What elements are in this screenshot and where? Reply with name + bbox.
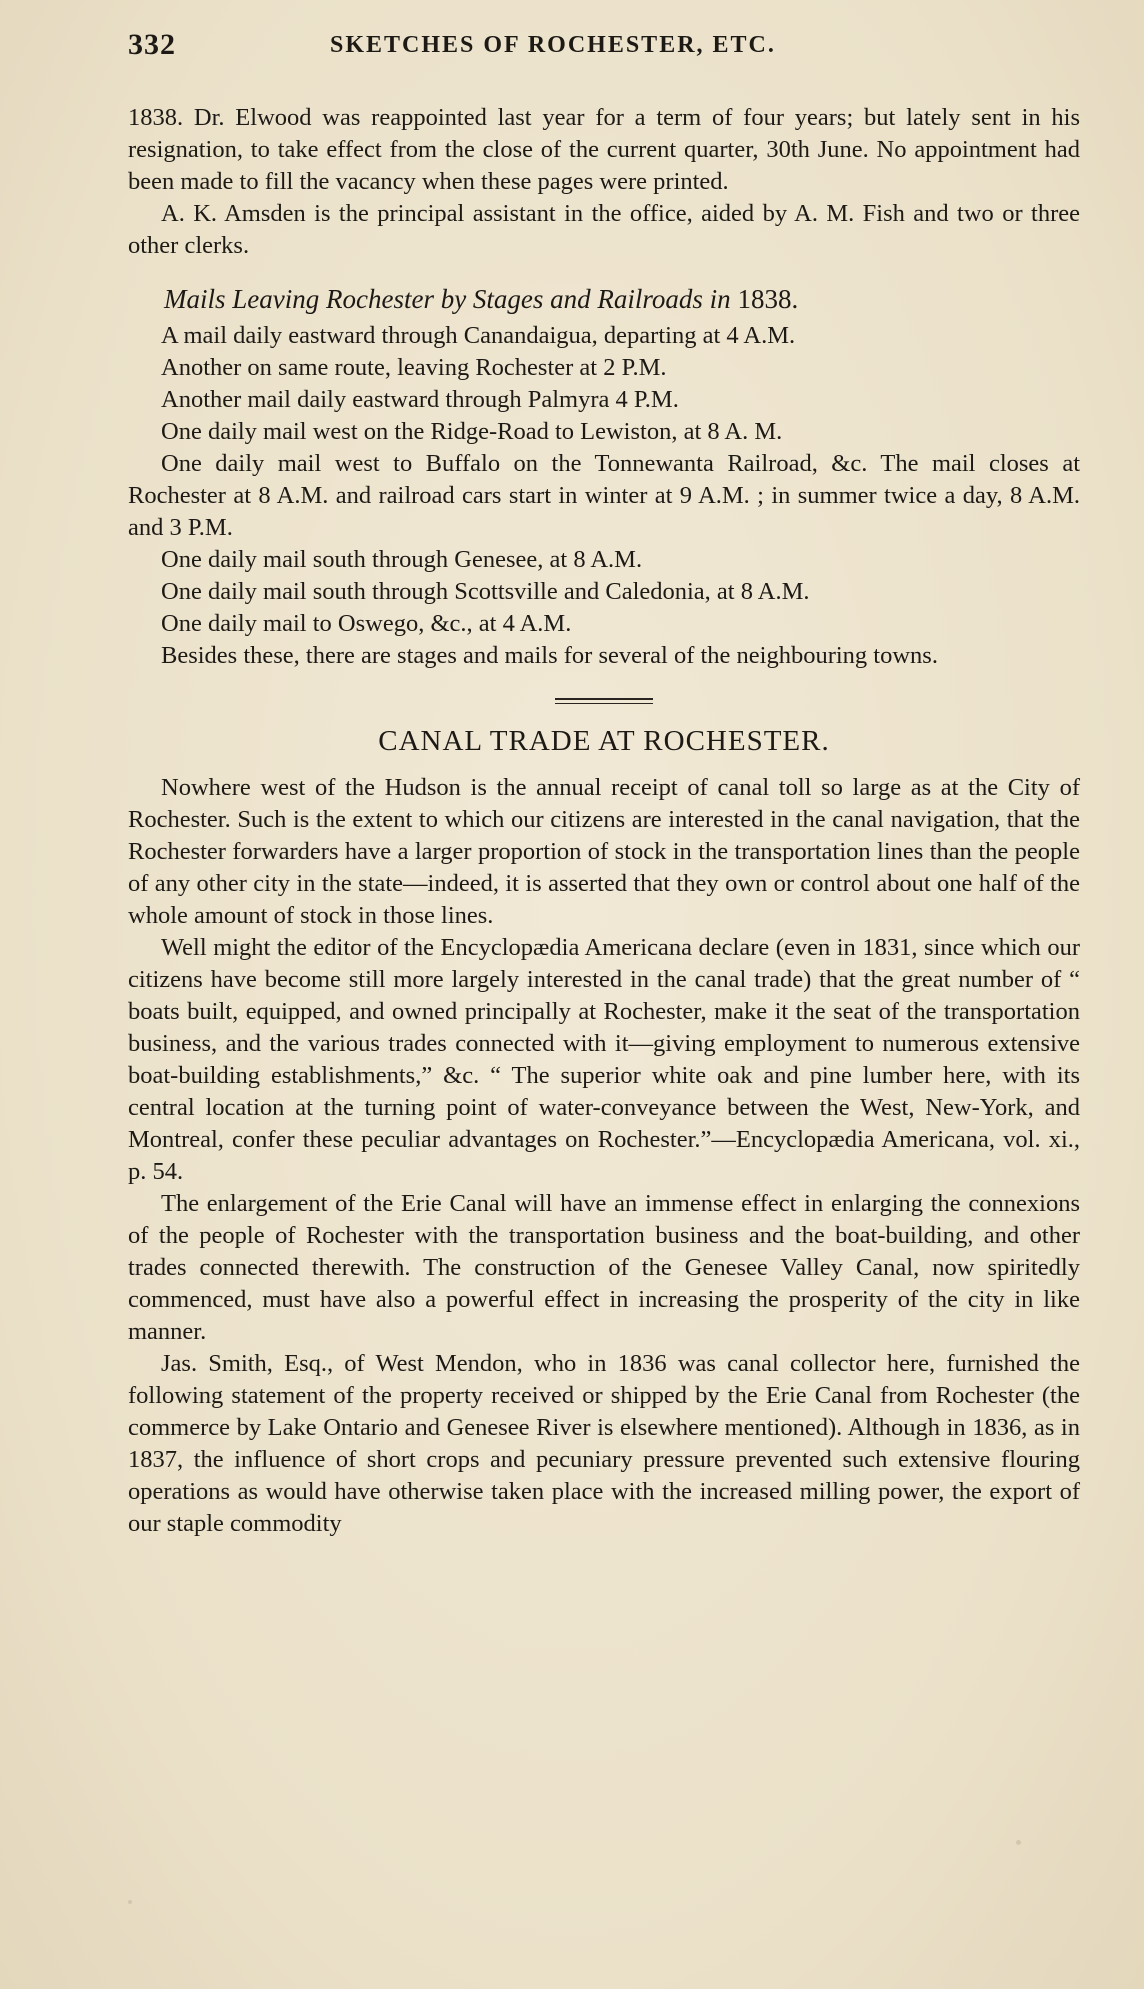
paper-speck (1016, 1840, 1021, 1845)
mail-entry: One daily mail west to Buffalo on the Tonnewanta Railroad, &c. The mail closes at Rochester at 8 A.M. and railroad cars start in winter at 9 A.M. ; in summer twice a day, 8 A.M. and 3 P.M. (128, 450, 1080, 541)
mail-entry: A mail daily eastward through Canandaigua, departing at 4 A.M. (161, 322, 796, 349)
mails-heading-italic: Mails Leaving Rochester by Stages and Railroads in (164, 284, 731, 314)
mail-entry: One daily mail south through Scottsville and Caledonia, at 8 A.M. (161, 578, 810, 605)
paragraph-assistants: A. K. Amsden is the principal assistant in the office, aided by A. M. Fish and two or three other clerks. (128, 200, 1080, 259)
section-divider (555, 698, 653, 704)
mail-entry: One daily mail west on the Ridge-Road to Lewiston, at 8 A. M. (161, 418, 783, 445)
page-header (128, 22, 1088, 72)
page-body (128, 102, 1080, 1540)
running-title: SKETCHES OF ROCHESTER, ETC. (330, 32, 776, 58)
canal-paragraph: Well might the editor of the Encyclopædia Americana declare (even in 1831, since which our citizens have become still more largely interested in the canal trade) that the great number of “ boats built, equipped, and owned principally at Rochester, make it the seat of the transportation business, and the various trades connected with it—giving employment to numerous extensive boat-building establishments,” &c. “ The superior white oak and pine lumber here, with its central location at the turning point of water-conveyance between the West, New-York, and Montreal, confer these peculiar advantages on Rochester.”—Encyclopædia Americana, vol. xi., p. 54. (128, 934, 1080, 1185)
canal-paragraph: The enlargement of the Erie Canal will have an immense effect in enlarging the connexions of the people of Rochester with the transportation business and the boat-building, and other trades connected therewith. The construction of the Genesee Valley Canal, now spiritedly commenced, must have also a powerful effect in increasing the prosperity of the city in like manner. (128, 1190, 1080, 1345)
mail-entry: Another on same route, leaving Rochester at 2 P.M. (161, 354, 667, 381)
mails-heading (128, 282, 1080, 316)
canal-paragraph: Nowhere west of the Hudson is the annual receipt of canal toll so large as at the City of Rochester. Such is the extent to which our citizens are interested in the canal navigation, that the Rochester forwarders have a larger proportion of stock in the transportation lines than the people of any other city in the state—indeed, it is asserted that they own or control about one half of the whole amount of stock in those lines. (128, 774, 1080, 929)
mail-entry: Besides these, there are stages and mails for several of the neighbouring towns. (161, 642, 938, 669)
canal-paragraph: Jas. Smith, Esq., of West Mendon, who in 1836 was canal collector here, furnished the following statement of the property received or shipped by the Erie Canal from Rochester (the commerce by Lake Ontario and Genesee River is elsewhere mentioned). Although in 1836, as in 1837, the influence of short crops and pecuniary pressure prevented such extensive flouring operations as would have otherwise taken place with the increased milling power, the export of our staple commodity (128, 1350, 1080, 1537)
mail-entry: One daily mail south through Genesee, at 8 A.M. (161, 546, 643, 573)
mails-heading-year: 1838. (737, 284, 799, 314)
paragraph-postmaster: 1838. Dr. Elwood was reappointed last year for a term of four years; but lately sent in his resignation, to take effect from the close of the current quarter, 30th June. No appointment had been made to fill the vacancy when these pages were printed. (128, 104, 1080, 195)
paper-speck (128, 1900, 132, 1904)
page-number: 332 (128, 28, 176, 61)
mail-entry: Another mail daily eastward through Palmyra 4 P.M. (161, 386, 679, 413)
canal-section-title: CANAL TRADE AT ROCHESTER. (378, 725, 830, 757)
mail-entry: One daily mail to Oswego, &c., at 4 A.M. (161, 610, 572, 637)
